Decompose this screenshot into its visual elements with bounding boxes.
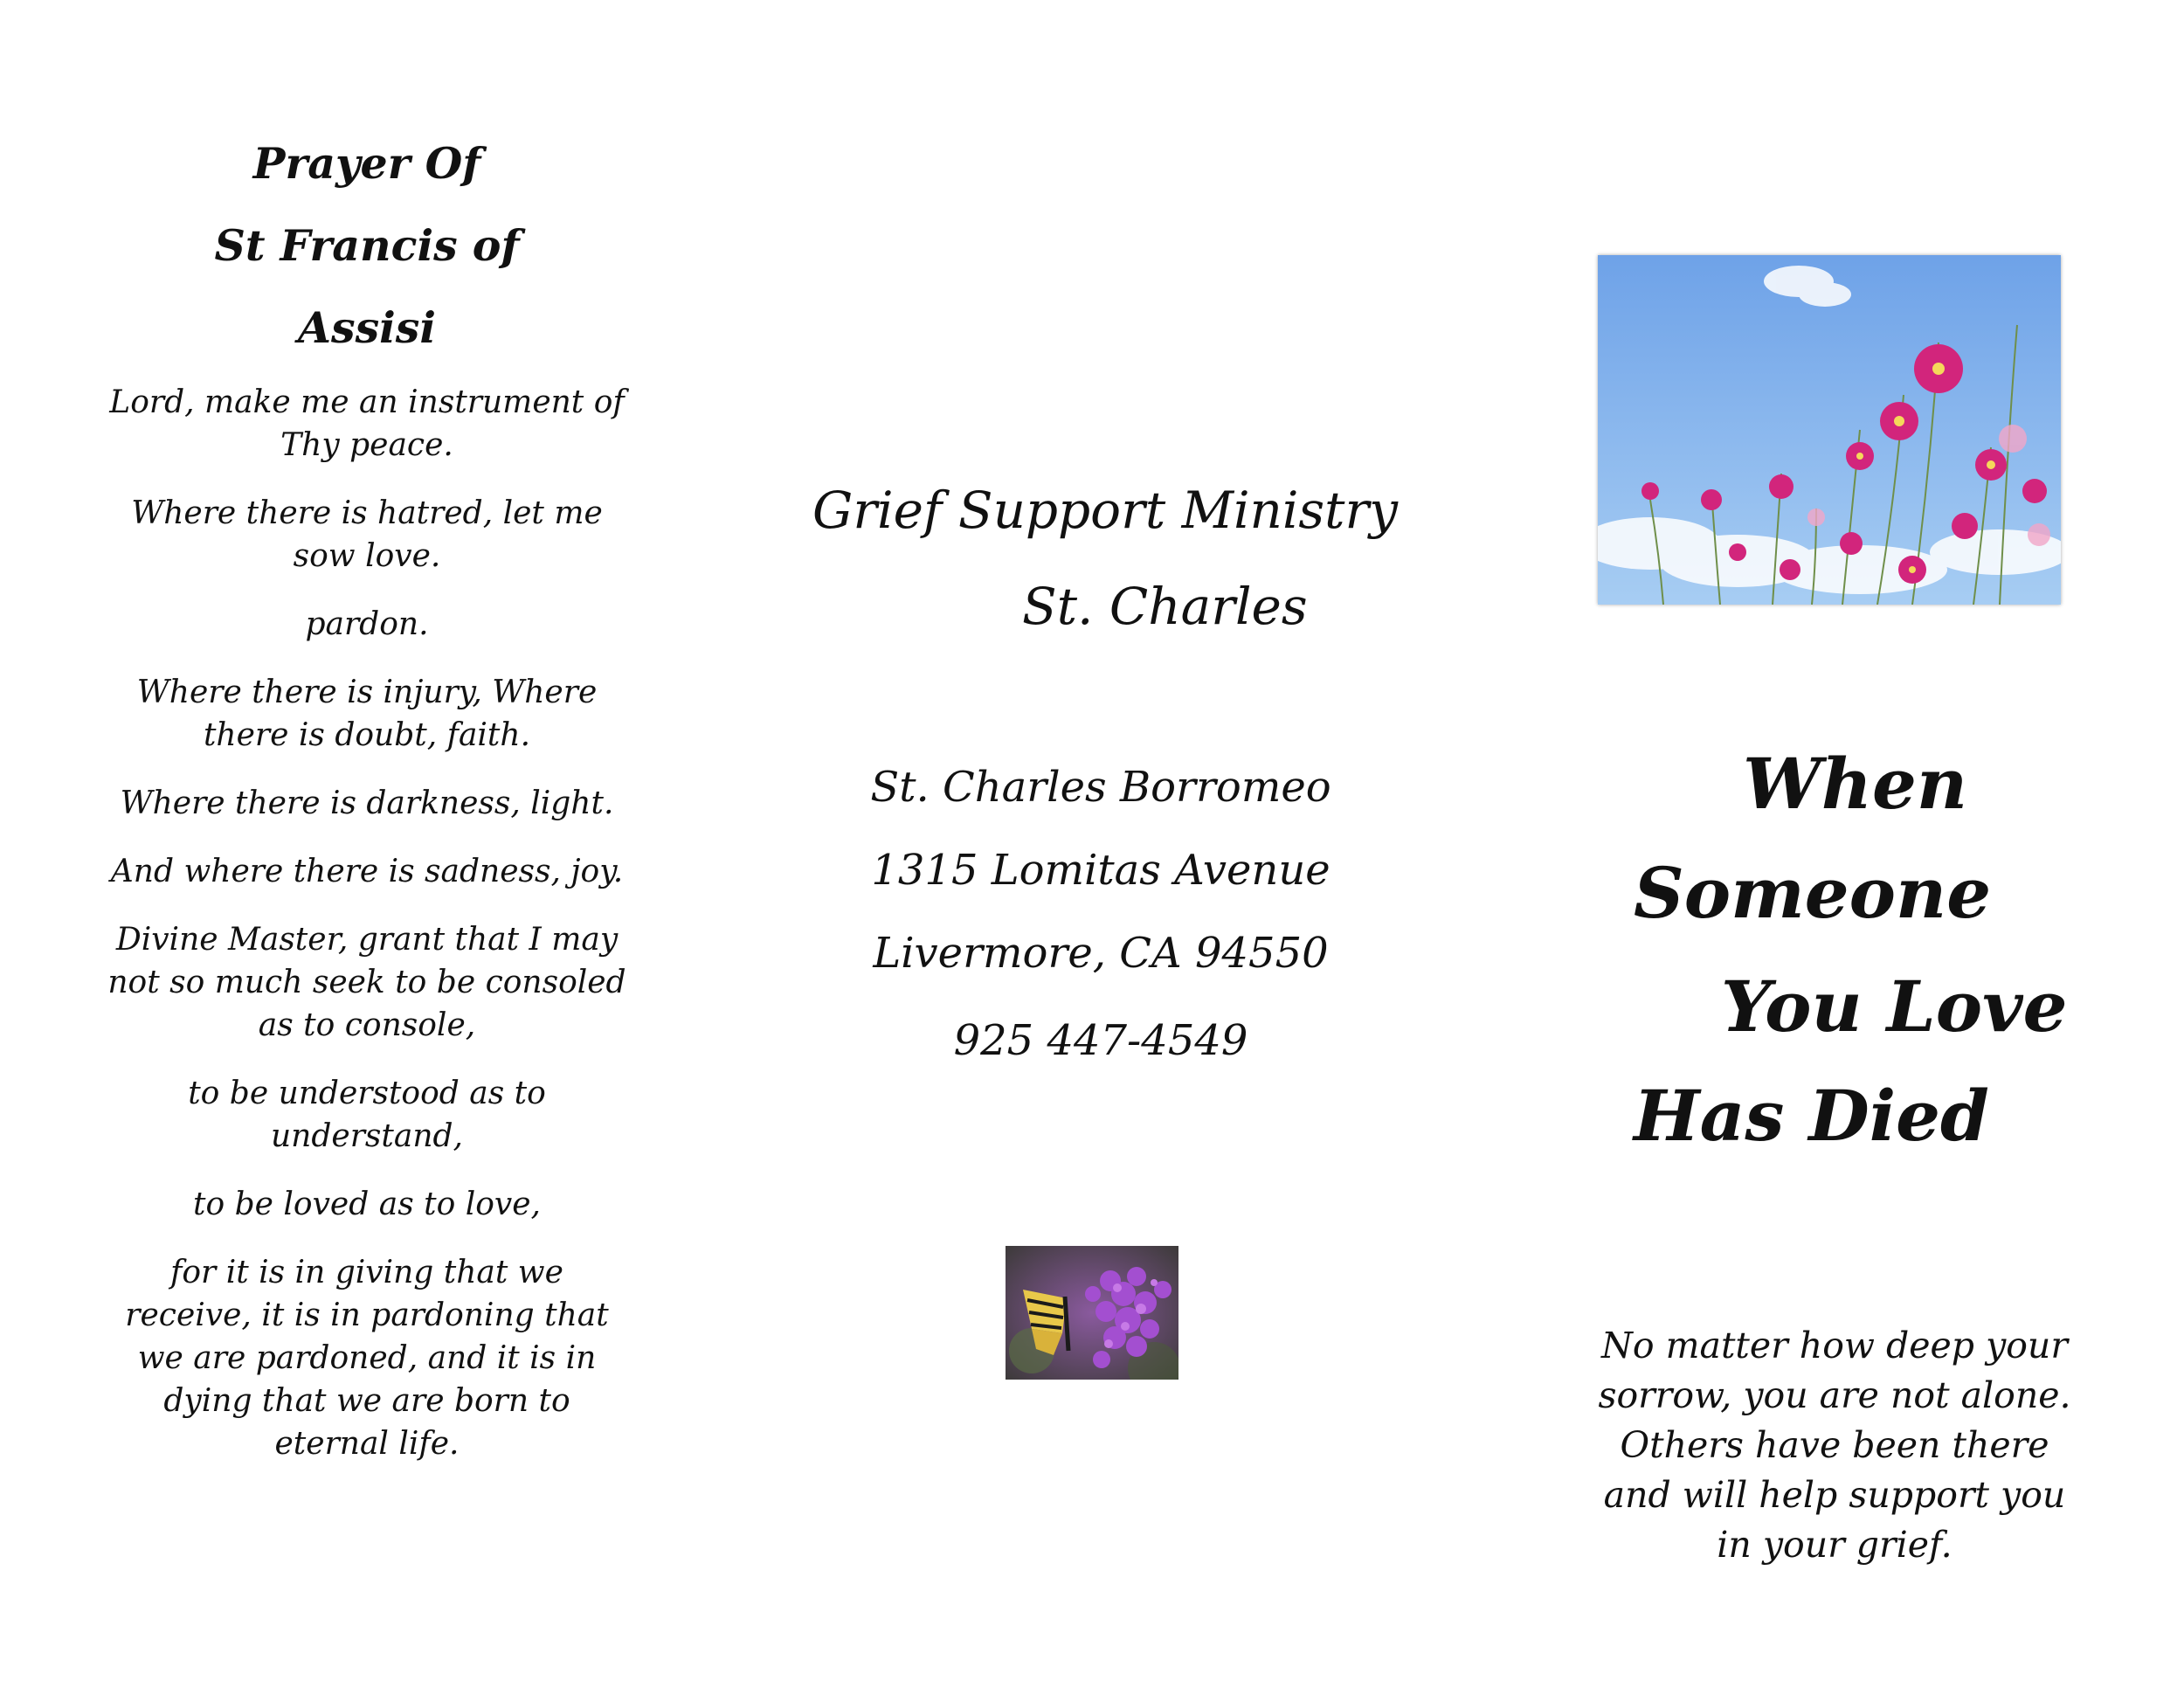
ministry-panel: [769, 0, 1538, 1688]
prayer-line: Divine Master, grant that I may not so much seek to be consoled as to console,: [107, 922, 626, 1043]
prayer-line: for it is in giving that we receive, it is in pardoning that we are pardoned, and it is in dying that we are born to eternal life.: [125, 1255, 609, 1462]
prayer-line: And where there is sadness, joy.: [110, 854, 624, 889]
ministry-subtitle: St. Charles: [1022, 577, 1308, 636]
headline-word-someone: Someone: [1634, 852, 1992, 934]
prayer-text: [105, 381, 629, 1465]
prayer-line: Where there is darkness, light.: [120, 785, 614, 821]
prayer-line: Where there is hatred, let me sow love.: [131, 495, 603, 574]
prayer-title-line-3: Assisi: [297, 302, 436, 353]
prayer-title-line-2: St Francis of: [214, 220, 520, 271]
ministry-title: Grief Support Ministry: [812, 481, 1398, 540]
prayer-line: Where there is injury, Where there is doubt, faith.: [136, 675, 598, 753]
cover-panel: [1590, 0, 2184, 1688]
headline-word-has-died: Has Died: [1634, 1075, 1989, 1157]
city-state-zip: Livermore, CA 94550: [873, 929, 1329, 978]
prayer-line: pardon.: [305, 606, 429, 642]
prayer-line: Lord, make me an instrument of Thy peace.: [109, 384, 625, 463]
prayer-title-line-1: Prayer Of: [252, 138, 481, 189]
street-address: 1315 Lomitas Avenue: [871, 846, 1330, 895]
comfort-message: [1590, 1321, 2079, 1570]
prayer-panel: [105, 122, 629, 1491]
church-name: St. Charles Borromeo: [870, 763, 1331, 812]
cosmos-flowers-photo: [1598, 255, 2061, 605]
butterfly-flower-photo: [1006, 1246, 1178, 1380]
prayer-line: to be loved as to love,: [193, 1186, 541, 1222]
headline-word-when: When: [1743, 743, 1968, 825]
headline-word-you-love: You Love: [1721, 965, 2068, 1048]
comfort-line: No matter how deep your sorrow, you are not alone.: [1598, 1325, 2071, 1416]
phone-number: 925 447-4549: [953, 1016, 1248, 1065]
comfort-line: Others have been there and will help support you in your grief.: [1603, 1424, 2066, 1566]
prayer-line: to be understood as to understand,: [188, 1076, 546, 1154]
